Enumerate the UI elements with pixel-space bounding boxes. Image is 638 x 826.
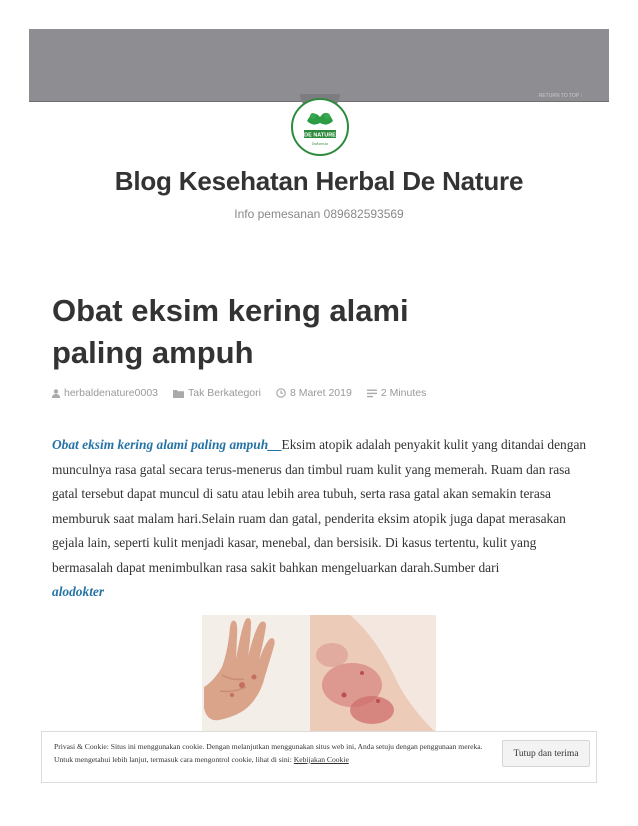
lead-separator[interactable]: __ <box>268 437 282 452</box>
logo-text: DE NATURE <box>304 132 336 139</box>
cookie-line-1: Privasi & Cookie: Situs ini menggunakan cookie. Dengan melanjutkan menggunakan situs web ini, Anda setuju dengan penggunaan mereka. <box>54 742 483 751</box>
meta-author[interactable]: herbaldenature0003 <box>52 387 158 399</box>
source-link[interactable]: alodokter <box>52 584 105 599</box>
post-title <box>52 290 492 374</box>
post-meta <box>52 387 441 399</box>
lines-icon <box>367 389 377 398</box>
cookie-banner <box>41 731 597 783</box>
user-icon <box>52 389 60 398</box>
site-description: Info pemesanan 089682593569 <box>234 207 404 221</box>
eczema-photo <box>202 615 438 733</box>
site-logo[interactable] <box>289 97 351 157</box>
clock-icon <box>276 388 286 398</box>
header-banner <box>29 29 609 102</box>
meta-category[interactable]: Tak Berkategori <box>173 387 261 399</box>
post-body-text: Eksim atopik adalah penyakit kulit yang ditandai dengan munculnya rasa gatal secara terus-menerus dan timbul ruam kulit yang memerah. Ruam dan rasa gatal tersebut dapat muncul di satu atau lebih area tubuh, serta rasa gatal akan semakin terasa memburuk saat malam hari.Selain ruam dan gatal, penderita eksim atopik juga dapat merasakan gejala lain, seperti kulit menjadi kasar, menebal, dan bersisik. Di kasus tertentu, kulit yang bermasalah dapat menimbulkan rasa sakit bahkan mengeluarkan darah.Sumber dari <box>52 437 587 575</box>
post-title-line-2: paling ampuh <box>52 335 254 370</box>
site-title[interactable]: Blog Kesehatan Herbal De Nature <box>114 166 524 196</box>
lead-link[interactable]: Obat eksim kering alami paling ampuh <box>52 437 269 452</box>
cookie-policy-link[interactable]: Kebijakan Cookie <box>293 755 349 764</box>
cookie-text <box>54 740 484 766</box>
post-title-line-1: Obat eksim kering alami <box>52 293 409 328</box>
post-content <box>52 433 592 605</box>
meta-reading-time: 2 Minutes <box>367 387 427 399</box>
return-to-top-text[interactable]: RETURN TO TOP ↑ <box>538 93 583 99</box>
cookie-line-2: Untuk mengetahui lebih lanjut, termasuk cara mengontrol cookie, lihat di sini: <box>54 755 292 764</box>
cookie-accept-button[interactable]: Tutup dan terima <box>502 740 590 767</box>
meta-date[interactable]: 8 Maret 2019 <box>276 387 352 399</box>
folder-icon <box>173 389 184 398</box>
logo-subtext: Indonesia <box>312 141 328 146</box>
